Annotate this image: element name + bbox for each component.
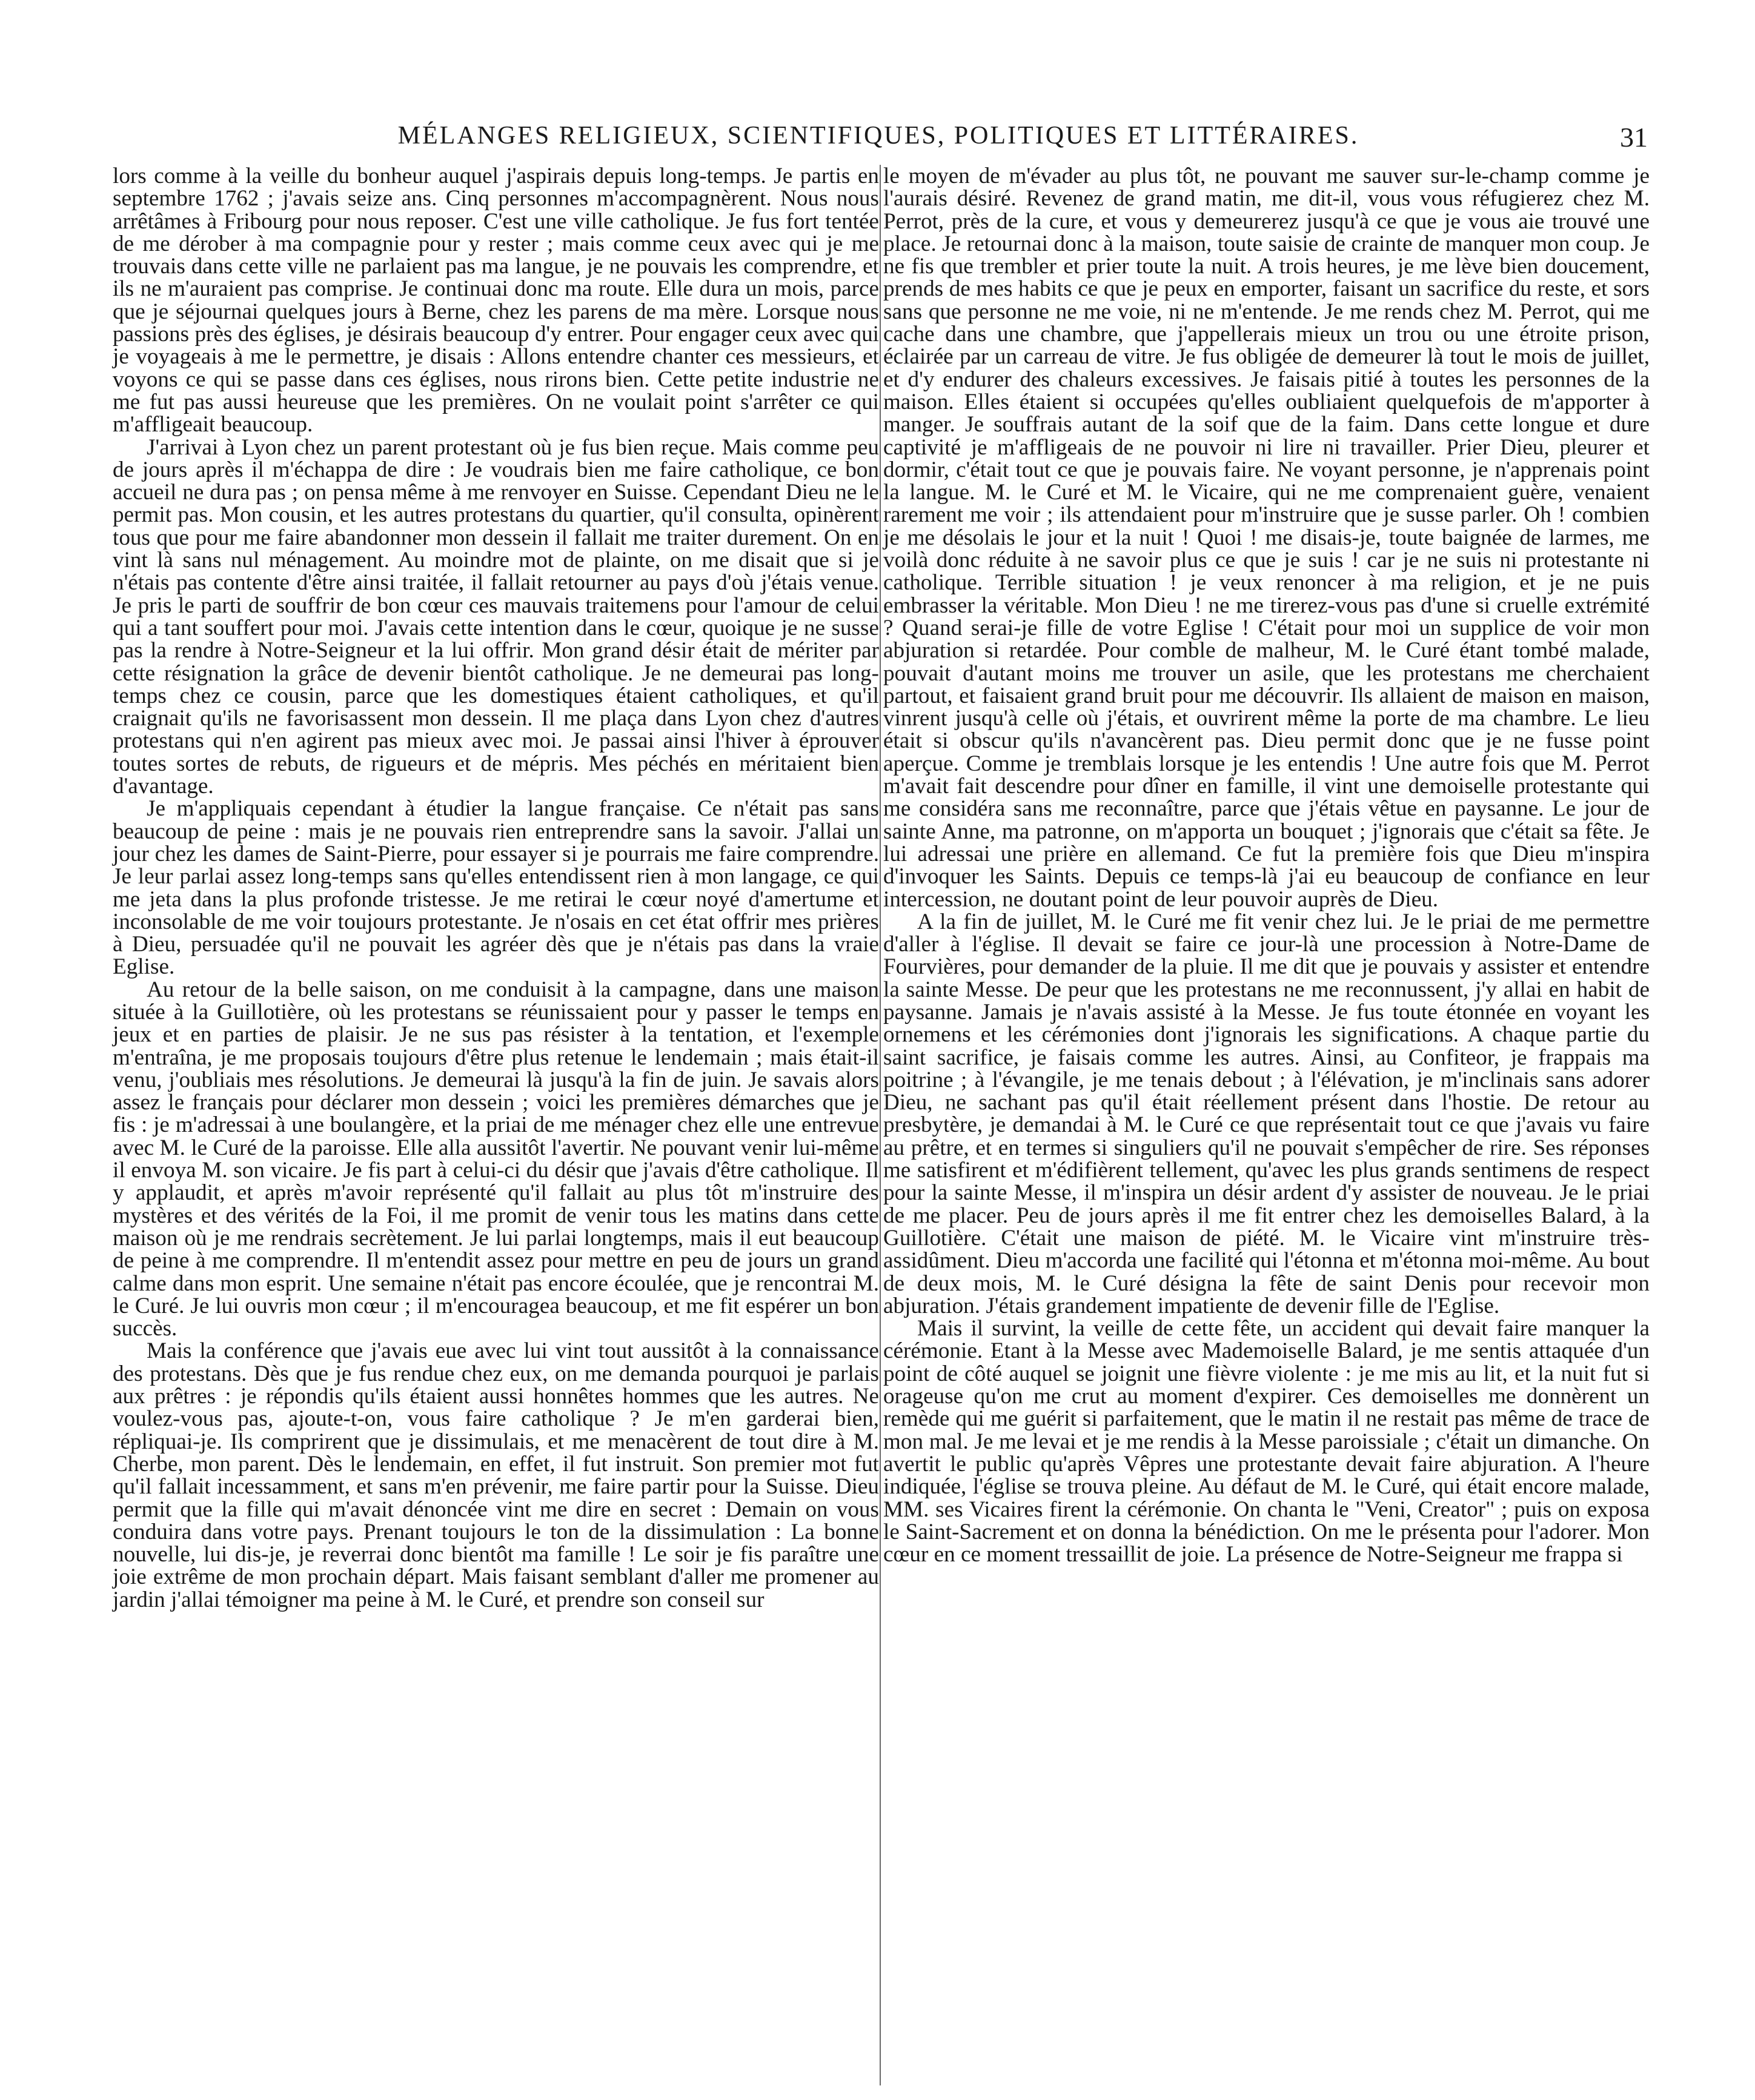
column-divider bbox=[880, 165, 881, 2085]
paragraph: lors comme à la veille du bonheur auquel j'aspirais depuis long-temps. Je partis en septembre 1762 ; j'avais seize ans. Cinq personnes m'accompagnèrent. Nous nous arrêtâmes à Fribourg pour nous reposer. C'est une ville catholique. Je fus fort tentée de me dérober à ma compagnie pour y rester ; mais comme ceux avec qui je me trouvais dans cette ville ne parlaient pas ma langue, je ne pouvais les comprendre, et ils ne m'auraient pas comprise. Je continuai donc ma route. Elle dura un mois, parce que je séjournai quelques jours à Berne, chez les parens de ma mère. Lorsque nous passions près des églises, je désirais beaucoup d'y entrer. Pour engager ceux avec qui je voyageais à me le permettre, je disais : Allons entendre chanter ces messieurs, et voyons ce qui se passe dans ces églises, nous rirons bien. Cette petite industrie ne me fut pas aussi heureuse que les premières. On ne voulait point s'arrêter ce qui m'affligeait beaucoup. bbox=[113, 164, 879, 437]
paragraph: Je m'appliquais cependant à étudier la langue française. Ce n'était pas sans beaucoup de peine : mais je ne pouvais rien entreprendre sans la savoir. J'allai un jour chez les dames de Saint-Pierre, pour essayer si je pourrais me faire comprendre. Je leur parlai assez long-temps sans qu'elles entendissent rien à mon langage, ce qui me jeta dans la plus profonde tristesse. Je me retirai le cœur noyé d'amertume et inconsolable de me voir toujours protestante. Je n'osais en cet état offrir mes prières à Dieu, persuadée qu'il ne pouvait les agréer dès que je n'étais pas dans la vraie Eglise. bbox=[113, 796, 879, 980]
right-column bbox=[883, 165, 1650, 1566]
page-header bbox=[109, 121, 1648, 158]
running-title: MÉLANGES RELIGIEUX, SCIENTIFIQUES, POLITIQUES ET LITTÉRAIRES. bbox=[397, 122, 1359, 150]
page-number: 31 bbox=[1620, 122, 1648, 153]
paragraph: J'arrivai à Lyon chez un parent protestant où je fus bien reçue. Mais comme peu de jours après il m'échappa de dire : Je voudrais bien me faire catholique, ce bon accueil ne dura pas ; on pensa même à me renvoyer en Suisse. Cependant Dieu ne le permit pas. Mon cousin, et les autres protestans du quartier, qu'il consulta, opinèrent tous que pour me faire abandonner mon dessein il fallait me traiter durement. On en vint là sans nul ménagement. Au moindre mot de plainte, on me disait que si je n'étais pas contente d'être ainsi traitée, il fallait retourner au pays d'où j'étais venue. Je pris le parti de souffrir de bon cœur ces mauvais traitemens pour l'amour de celui qui a tant souffert pour moi. J'avais cette intention dans le cœur, quoique je ne susse pas la rendre à Notre-Seigneur et la lui offrir. Mon grand désir était de mériter par cette résignation la grâce de devenir bientôt catholique. Je ne demeurai pas long-temps chez ce cousin, parce que les domestiques étaient catholiques, et qu'il craignait qu'ils ne favorisassent mon dessein. Il me plaça dans Lyon chez d'autres protestans qui n'en agirent pas mieux avec moi. Je passai ainsi l'hiver à éprouver toutes sortes de rebuts, de rigueurs et de mépris. Mes péchés en méritaient bien d'avantage. bbox=[113, 434, 879, 799]
paragraph: Au retour de la belle saison, on me conduisit à la campagne, dans une maison située à la Guillotière, où les protestans se réunissaient pour y passer le temps en jeux et en parties de plaisir. Je ne sus pas résister à la tentation, et l'exemple m'entraîna, je me proposais toujours d'être plus retenue le lendemain ; mais était-il venu, j'oubliais mes résolutions. Je demeurai là jusqu'à la fin de juin. Je savais alors assez le français pour déclarer mon dessein ; voici les premières démarches que je fis : je m'adressai à une boulangère, et la priai de me ménager chez elle une entrevue avec M. le Curé de la paroisse. Elle alla aussitôt l'avertir. Ne pouvant venir lui-même il envoya M. son vicaire. Je fis part à celui-ci du désir que j'avais d'être catholique. Il y applaudit, et après m'avoir représenté qu'il fallait au plus tôt m'instruire des mystères et des vérités de la Foi, il me promit de venir tous les matins dans cette maison où je me rendrais secrètement. Je lui parlai longtemps, mais il eut beaucoup de peine à me comprendre. Il m'entendit assez pour mettre en peu de jours un grand calme dans mon esprit. Une semaine n'était pas encore écoulée, que je rencontrai M. le Curé. Je lui ouvris mon cœur ; il m'encouragea beaucoup, et me fit espérer un bon succès. bbox=[113, 977, 879, 1341]
left-column bbox=[113, 165, 879, 1611]
paragraph: A la fin de juillet, M. le Curé me fit venir chez lui. Je le priai de me permettre d'aller à l'église. Il devait se faire ce jour-là une procession à Notre-Dame de Fourvières, pour demander de la pluie. Il me dit que je pouvais y assister et entendre la sainte Messe. De peur que les protestans ne me reconnussent, j'y allai en habit de paysanne. Jamais je n'avais assisté à la Messe. Je fus toute étonnée en voyant les ornemens et les cérémonies dont j'ignorais les significations. A chaque partie du saint sacrifice, je faisais comme les autres. Ainsi, au Confiteor, je frappais ma poitrine ; à l'évangile, je me tenais debout ; à l'élévation, je m'inclinais sans adorer Dieu, ne sachant pas qu'il était réellement présent dans l'hostie. De retour au presbytère, je demandai à M. le Curé ce que représentait tout ce que j'avais vu faire au prêtre, et en termes si singuliers qu'il ne pouvait s'empêcher de rire. Ses réponses me satisfirent et m'édifièrent tellement, qu'avec les plus grands sentimens de respect pour la sainte Messe, il m'inspira un désir ardent d'y assister de nouveau. Je le priai de me placer. Peu de jours après il me fit entrer chez les demoiselles Balard, à la Guillotière. C'était une maison de piété. M. le Vicaire vint m'instruire très-assidûment. Dieu m'accorda une facilité qui l'étonna et m'étonna moi-même. Au bout de deux mois, M. le Curé désigna la fête de saint Denis pour recevoir mon abjuration. J'étais grandement impatiente de devenir fille de l'Eglise. bbox=[883, 909, 1650, 1318]
paragraph: le moyen de m'évader au plus tôt, ne pouvant me sauver sur-le-champ comme je l'aurais désiré. Revenez de grand matin, me dit-il, vous vous réfugierez chez M. Perrot, près de la cure, et vous y demeurerez jusqu'à ce que je vous aie trouvé une place. Je retournai donc à la maison, toute saisie de crainte de manquer mon coup. Je ne fis que trembler et prier toute la nuit. A trois heures, je me lève bien doucement, prends de mes habits ce que je peux en emporter, faisant un sacrifice du reste, et sors sans que personne ne me voie, ni ne m'entende. Je me rends chez M. Perrot, qui me cache dans une chambre, que j'appellerais mieux un trou ou une étroite prison, éclairée par un carreau de vitre. Je fus obligée de demeurer là tout le mois de juillet, et d'y endurer des chaleurs excessives. Je faisais pitié à toutes les personnes de la maison. Elles étaient si occupées qu'elles oubliaient quelquefois de m'apporter à manger. Je souffrais autant de la soif que de la faim. Dans cette longue et dure captivité je m'affligeais de ne pouvoir ni lire ni travailler. Prier Dieu, pleurer et dormir, c'était tout ce que je pouvais faire. Ne voyant personne, je n'apprenais point la langue. M. le Curé et M. le Vicaire, qui ne me comprenaient guère, venaient rarement me voir ; ils attendaient pour m'instruire que je susse parler. Oh ! combien je me désolais le jour et la nuit ! Quoi ! me disais-je, toute baignée de larmes, me voilà donc réduite à ne savoir plus ce que je suis ! car je ne suis ni protestante ni catholique. Terrible situation ! je veux renoncer à ma religion, et je ne puis embrasser la véritable. Mon Dieu ! ne me tirerez-vous pas d'une si cruelle extrémité ? Quand serai-je fille de votre Eglise ! C'était pour moi un supplice de voir mon abjuration si retardée. Pour comble de malheur, M. le Curé étant tombé malade, pouvait d'autant moins me trouver un asile, que les protestans me cherchaient partout, et faisaient grand bruit pour me découvrir. Ils allaient de maison en maison, vinrent jusqu'à celle où j'étais, et ouvrirent même la porte de ma chambre. Le lieu était si obscur qu'ils n'avancèrent pas. Dieu permit donc que je ne fusse point aperçue. Comme je tremblais lorsque je les entendis ! Une autre fois que M. Perrot m'avait fait descendre pour dîner en famille, il vint une demoiselle protestante qui me considéra sans me reconnaître, parce que j'étais vêtue en paysanne. Le jour de sainte Anne, ma patronne, on m'apporta un bouquet ; j'ignorais que c'était sa fête. Je lui adressai une prière en allemand. Ce fut la première fois que Dieu m'inspira d'invoquer les Saints. Depuis ce temps-là j'ai eu beaucoup de confiance en leur intercession, ne doutant point de leur pouvoir auprès de Dieu. bbox=[883, 164, 1650, 912]
paragraph: Mais il survint, la veille de cette fête, un accident qui devait faire manquer la cérémonie. Etant à la Messe avec Mademoiselle Balard, je me sentis attaquée d'un point de côté auquel se joignit une fièvre violente : je me mis au lit, et la nuit fut si orageuse qu'on me crut au moment d'expirer. Ces demoiselles me donnèrent un remède qui me guérit si parfaitement, que le matin il ne restait pas même de trace de mon mal. Je me levai et je me rendis à la Messe paroissiale ; c'était un dimanche. On avertit le public qu'après Vêpres une protestante devait faire abjuration. A l'heure indiquée, l'église se trouva pleine. Au défaut de M. le Curé, qui était encore malade, MM. ses Vicaires firent la cérémonie. On chanta le "Veni, Creator" ; puis on exposa le Saint-Sacrement et on donna la bénédiction. On me le présenta pour l'adorer. Mon cœur en ce moment tressaillit de joie. La présence de Notre-Seigneur me frappa si bbox=[883, 1316, 1650, 1567]
paragraph: Mais la conférence que j'avais eue avec lui vint tout aussitôt à la connaissance des protestans. Dès que je fus rendue chez eux, on me demanda pourquoi je parlais aux prêtres : je répondis qu'ils étaient aussi honnêtes hommes que les autres. Ne voulez-vous pas, ajoute-t-on, vous faire catholique ? Je m'en garderai bien, répliquai-je. Ils comprirent que je dissimulais, et me menacèrent de tout dire à M. Cherbe, mon parent. Dès le lendemain, en effet, il fut instruit. Son premier mot fut qu'il fallait incessamment, et sans m'en prévenir, me faire partir pour la Suisse. Dieu permit que la fille qui m'avait dénoncée vint me dire en secret : Demain on vous conduira dans votre pays. Prenant toujours le ton de la dissimulation : La bonne nouvelle, lui dis-je, je reverrai donc bientôt ma famille ! Le soir je fis paraître une joie extrême de mon prochain départ. Mais faisant semblant d'aller me promener au jardin j'allai témoigner ma peine à M. le Curé, et prendre son conseil sur bbox=[113, 1338, 879, 1612]
